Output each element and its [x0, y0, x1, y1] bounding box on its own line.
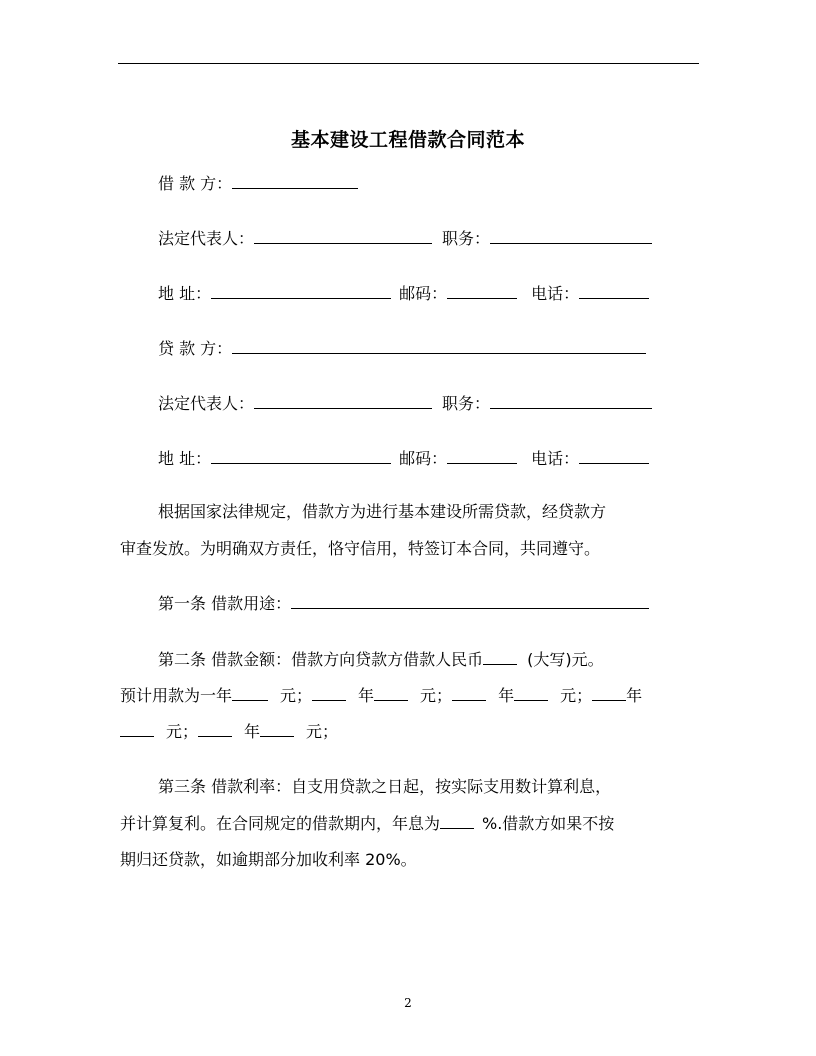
borrower-rep-line [158, 229, 652, 249]
article3-line-2 [120, 814, 614, 834]
schedule-year-label: 年 [626, 686, 643, 705]
lender-rep-line [158, 394, 652, 414]
article3-rate-blank[interactable] [440, 814, 474, 829]
schedule-year-blank[interactable] [592, 686, 626, 701]
article1-label: 第一条 借款用途： [158, 594, 292, 613]
lender-address-blank[interactable] [211, 449, 391, 464]
borrower-position-blank[interactable] [490, 229, 652, 244]
header-rule [118, 63, 699, 64]
borrower-address-blank[interactable] [211, 284, 391, 299]
borrower-rep-blank[interactable] [254, 229, 432, 244]
preamble-line-1: 根据国家法律规定，借款方为进行基本建设所需贷款，经贷款方 [158, 502, 607, 521]
borrower-phone-label: 电话： [531, 284, 580, 303]
lender-name-line [158, 339, 646, 359]
borrower-position-label: 职务： [442, 229, 491, 248]
article2-amount-blank[interactable] [483, 650, 517, 665]
lender-rep-blank[interactable] [254, 394, 432, 409]
lender-postcode-label: 邮码： [399, 449, 448, 468]
schedule-yuan-label: 元； [280, 686, 313, 705]
lender-phone-label: 电话： [531, 449, 580, 468]
article3-line-1: 第三条 借款利率：自支用贷款之日起，按实际支用数计算利息， [158, 777, 612, 796]
article3-rate-tail: %.借款方如果不按 [482, 814, 615, 833]
lender-address-label: 地 址： [158, 449, 212, 468]
schedule-yuan-label: 元； [560, 686, 593, 705]
borrower-rep-label: 法定代表人： [158, 229, 255, 248]
schedule-amount-blank[interactable] [232, 686, 268, 701]
article2-line-3 [120, 722, 338, 742]
borrower-phone-blank[interactable] [579, 284, 649, 299]
document-title: 基本建设工程借款合同范本 [290, 129, 525, 151]
schedule-yuan-label: 元； [166, 722, 199, 741]
article2-amount-text: 第二条 借款金额：借款方向贷款方借款人民币 [158, 650, 484, 669]
borrower-postcode-blank[interactable] [447, 284, 517, 299]
borrower-name-line [158, 174, 358, 194]
schedule-year-label: 年 [358, 686, 375, 705]
borrower-name-label: 借 款 方： [158, 174, 233, 193]
lender-postcode-blank[interactable] [447, 449, 517, 464]
article1-line [158, 594, 649, 614]
borrower-name-blank[interactable] [232, 174, 358, 189]
article3-rate-text: 并计算复利。在合同规定的借款期内，年息为 [120, 814, 441, 833]
schedule-amount-blank[interactable] [120, 722, 154, 737]
schedule-amount-blank[interactable] [374, 686, 408, 701]
borrower-address-label: 地 址： [158, 284, 212, 303]
page-number: 2 [404, 996, 412, 1010]
lender-phone-blank[interactable] [579, 449, 649, 464]
schedule-amount-blank[interactable] [260, 722, 294, 737]
article2-schedule-start: 预计用款为一年 [120, 686, 233, 705]
schedule-year-label: 年 [244, 722, 261, 741]
lender-rep-label: 法定代表人： [158, 394, 255, 413]
schedule-year-blank[interactable] [312, 686, 346, 701]
borrower-postcode-label: 邮码： [399, 284, 448, 303]
schedule-year-blank[interactable] [452, 686, 486, 701]
schedule-year-blank[interactable] [198, 722, 232, 737]
lender-name-blank[interactable] [232, 339, 646, 354]
schedule-yuan-label: 元； [420, 686, 453, 705]
lender-position-blank[interactable] [490, 394, 652, 409]
article3-line-3: 期归还贷款，如逾期部分加收利率 20%。 [120, 850, 417, 869]
lender-name-label: 贷 款 方： [158, 339, 233, 358]
article2-line-1 [158, 650, 604, 670]
schedule-year-label: 年 [498, 686, 515, 705]
schedule-amount-blank[interactable] [514, 686, 548, 701]
schedule-yuan-end-label: 元； [306, 722, 339, 741]
borrower-address-line [158, 284, 649, 304]
preamble-line-2: 审查发放。为明确双方责任，恪守信用，特签订本合同，共同遵守。 [120, 539, 601, 558]
article1-purpose-blank[interactable] [291, 594, 649, 609]
lender-address-line [158, 449, 649, 469]
article2-amount-tail: (大写)元。 [527, 650, 604, 669]
article2-line-2 [120, 686, 642, 706]
lender-position-label: 职务： [442, 394, 491, 413]
